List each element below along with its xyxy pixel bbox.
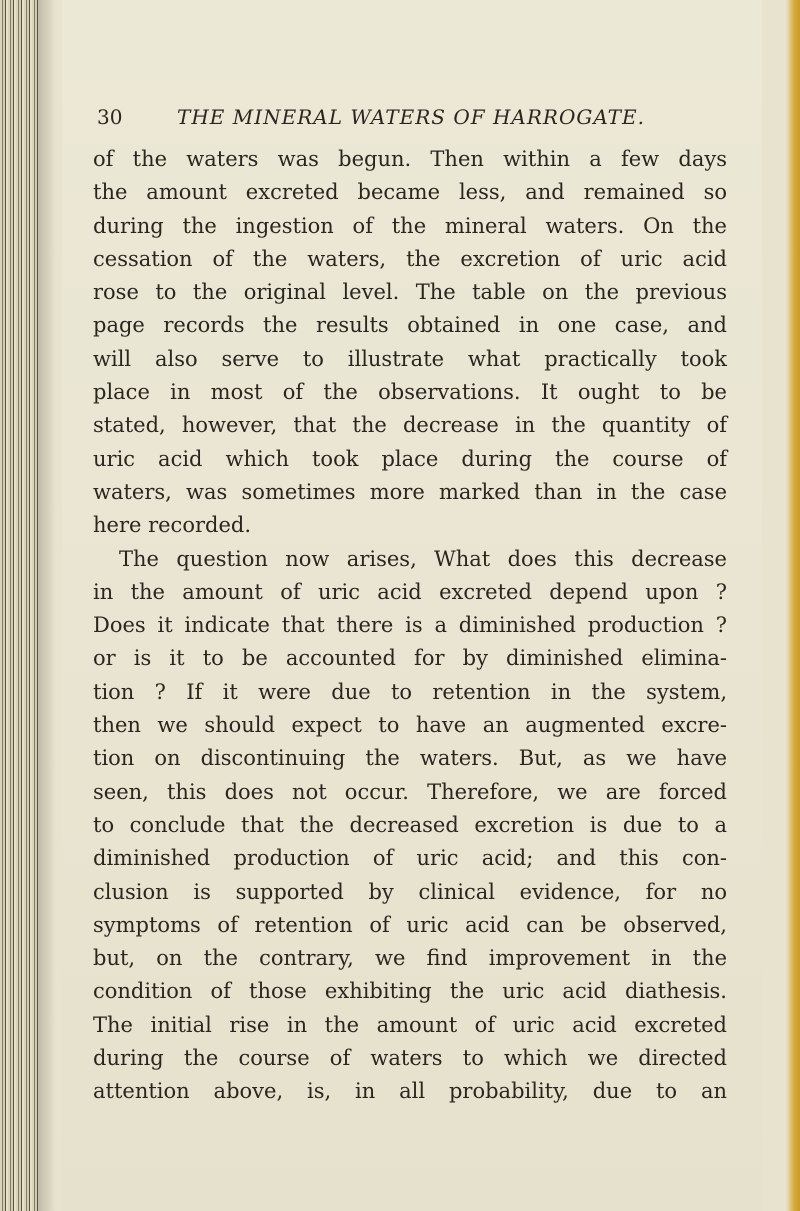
text-line: in the amount of uric acid excreted depend upon ? [93,579,727,604]
text-line: attention above, is, in all probability, due to an [93,1079,727,1104]
text-line: then we should expect to have an augmented excre- [93,713,727,738]
page-edge [786,0,800,1211]
text-line: tion on discontinuing the waters. But, as we have [93,746,727,771]
binding-shadow [38,0,56,1211]
text-line: The initial rise in the amount of uric acid excreted [93,1012,727,1037]
text-line: waters, was sometimes more marked than in the case [93,479,727,504]
text-line: diminished production of uric acid; and this con- [93,846,727,871]
text-line: during the course of waters to which we directed [93,1046,727,1071]
running-title: THE MINERAL WATERS OF HARROGATE. [177,105,645,129]
text-line: The question now arises, What does this decrease [119,546,727,571]
text-line: stated, however, that the decrease in the quantity of [93,413,727,438]
text-line: seen, this does not occur. Therefore, we are forced [93,779,727,804]
text-line: place in most of the observations. It ought to be [93,380,727,405]
page-number: 30 [97,105,123,129]
text-line: Does it indicate that there is a diminished production ? [93,613,727,638]
text-line: will also serve to illustrate what practically took [93,346,727,371]
text-line: but, on the contrary, we find improvement in the [93,946,727,971]
text-line: tion ? If it were due to retention in the system, [93,679,727,704]
text-line: cessation of the waters, the excretion of uric acid [93,246,727,271]
text-line: or is it to be accounted for by diminished elimina- [93,646,727,671]
book-binding [0,0,38,1211]
text-line: here recorded. [93,513,251,538]
text-line: condition of those exhibiting the uric acid diathesis. [93,979,727,1004]
text-line: uric acid which took place during the course of [93,446,727,471]
book-page [62,0,762,1211]
text-line: to conclude that the decreased excretion is due to a [93,812,727,837]
text-line: clusion is supported by clinical evidence, for no [93,879,727,904]
text-line: the amount excreted became less, and remained so [93,180,727,205]
text-line: rose to the original level. The table on the previous [93,280,727,305]
text-line: symptoms of retention of uric acid can be observed, [93,912,727,937]
body-text [93,143,727,1109]
text-line: page records the results obtained in one case, and [93,313,727,338]
text-line: of the waters was begun. Then within a few days [93,147,727,171]
text-line: during the ingestion of the mineral waters. On the [93,213,727,238]
